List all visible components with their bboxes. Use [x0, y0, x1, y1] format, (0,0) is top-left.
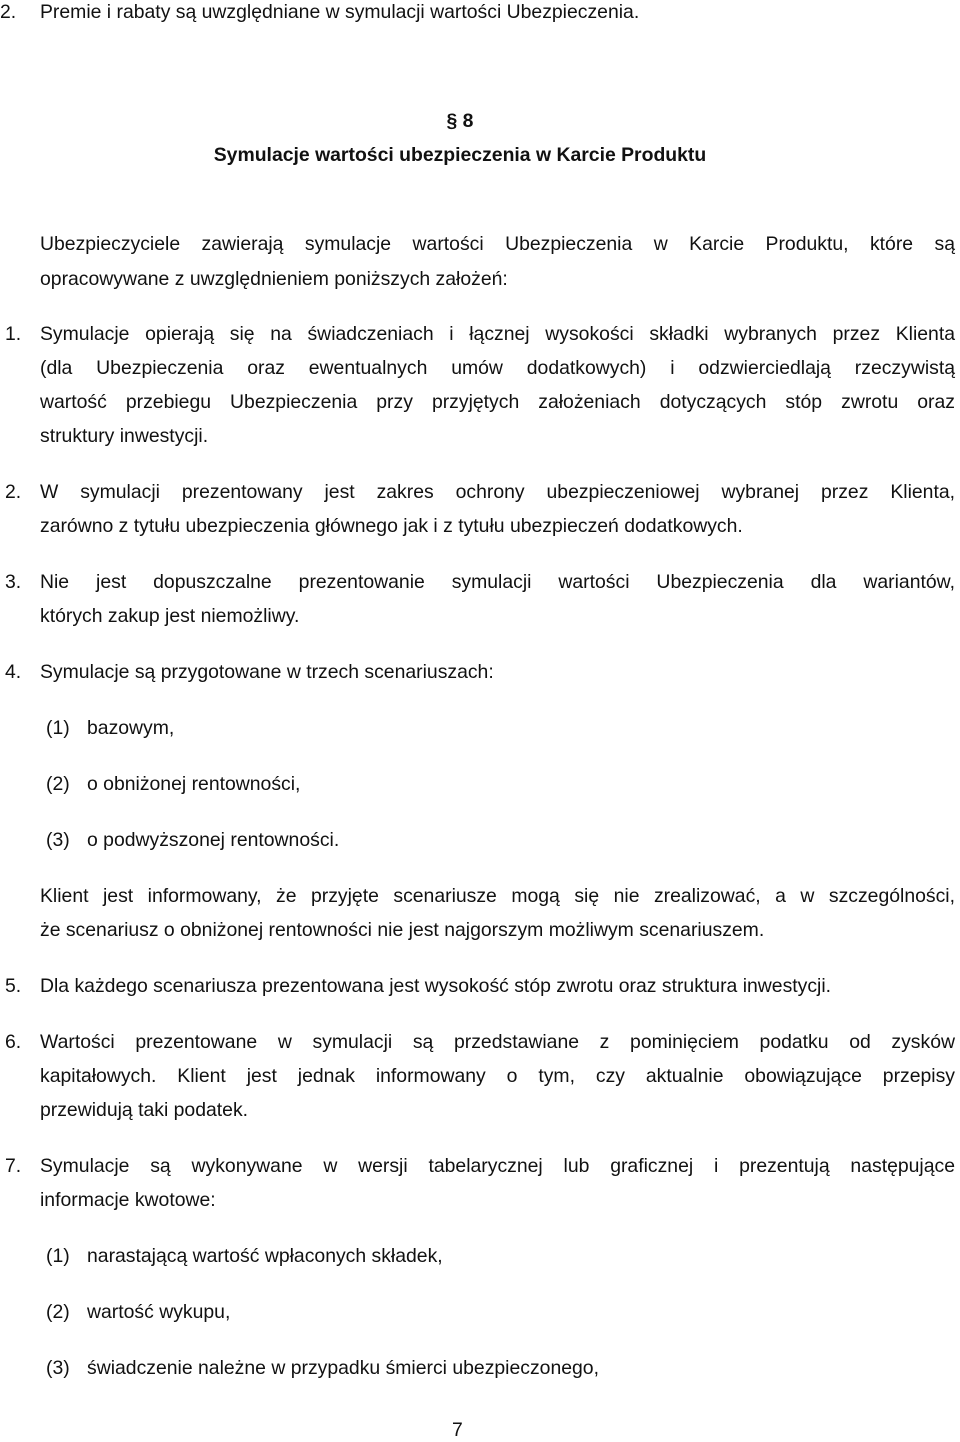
item-4-number: 4.	[5, 661, 22, 683]
item-2-line-1: W symulacji prezentowany jest zakres ochrony ubezpieczeniowej wybranej przez Klienta,	[40, 481, 955, 503]
item-1-line-3: wartość przebiegu Ubezpieczenia przy przyjętych założeniach dotyczących stóp zwrotu oraz	[40, 391, 955, 413]
item-7-line-1: Symulacje są wykonywane w wersji tabelarycznej lub graficznej i prezentują następujące	[40, 1155, 955, 1177]
item-7-sub-3-number: (3)	[46, 1357, 70, 1379]
item-6-number: 6.	[5, 1031, 22, 1053]
item-6-line-3: przewidują taki podatek.	[40, 1099, 249, 1121]
item-4-note-line-1: Klient jest informowany, że przyjęte scenariusze mogą się nie zrealizować, a w szczególności,	[40, 885, 955, 907]
item-7-sub-3-text: świadczenie należne w przypadku śmierci ubezpieczonego,	[87, 1357, 599, 1379]
item-1-line-2: (dla Ubezpieczenia oraz ewentualnych umów dodatkowych) i odzwierciedlają rzeczywistą	[40, 357, 955, 379]
top-item-number: 2.	[0, 1, 17, 23]
item-5-number: 5.	[5, 975, 22, 997]
section-title: Symulacje wartości ubezpieczenia w Karcie Produktu	[213, 144, 707, 166]
item-5-line-1: Dla każdego scenariusza prezentowana jest wysokość stóp zwrotu oraz struktura inwestycji.	[40, 975, 832, 997]
item-1-number: 1.	[5, 323, 22, 345]
item-4-sub-2-text: o obniżonej rentowności,	[87, 773, 301, 795]
item-1-line-4: struktury inwestycji.	[40, 425, 209, 447]
item-2-line-2: zarówno z tytułu ubezpieczenia głównego jak i z tytułu ubezpieczeń dodatkowych.	[40, 515, 743, 537]
item-1-line-1: Symulacje opierają się na świadczeniach i łącznej wysokości składki wybranych przez Klienta	[40, 323, 955, 345]
intro-line-2: opracowywane z uwzględnieniem poniższych założeń:	[40, 268, 508, 290]
page-number: 7	[452, 1419, 463, 1441]
item-4-line-1: Symulacje są przygotowane w trzech scenariuszach:	[40, 661, 494, 683]
item-7-number: 7.	[5, 1155, 22, 1177]
item-7-sub-2-number: (2)	[46, 1301, 70, 1323]
item-6-line-2: kapitałowych. Klient jest jednak informowany o tym, czy aktualnie obowiązujące przepisy	[40, 1065, 955, 1087]
item-3-line-1: Nie jest dopuszczalne prezentowanie symulacji wartości Ubezpieczenia dla wariantów,	[40, 571, 955, 593]
intro-line-1: Ubezpieczyciele zawierają symulacje wartości Ubezpieczenia w Karcie Produktu, które są	[40, 233, 955, 255]
item-7-line-2: informacje kwotowe:	[40, 1189, 216, 1211]
top-item-text: Premie i rabaty są uwzględniane w symulacji wartości Ubezpieczenia.	[40, 1, 640, 23]
item-4-sub-3-number: (3)	[46, 829, 70, 851]
item-7-sub-2-text: wartość wykupu,	[87, 1301, 231, 1323]
item-7-sub-1-number: (1)	[46, 1245, 70, 1267]
section-mark: § 8	[446, 110, 474, 132]
item-4-note-line-2: że scenariusz o obniżonej rentowności nie jest najgorszym możliwym scenariuszem.	[40, 919, 765, 941]
item-3-line-2: których zakup jest niemożliwy.	[40, 605, 300, 627]
item-6-line-1: Wartości prezentowane w symulacji są przedstawiane z pominięciem podatku od zysków	[40, 1031, 955, 1053]
item-7-sub-1-text: narastającą wartość wpłaconych składek,	[87, 1245, 443, 1267]
item-4-sub-1-text: bazowym,	[87, 717, 175, 739]
item-4-sub-1-number: (1)	[46, 717, 70, 739]
item-2-number: 2.	[5, 481, 22, 503]
item-4-sub-3-text: o podwyższonej rentowności.	[87, 829, 340, 851]
item-3-number: 3.	[5, 571, 22, 593]
item-4-sub-2-number: (2)	[46, 773, 70, 795]
